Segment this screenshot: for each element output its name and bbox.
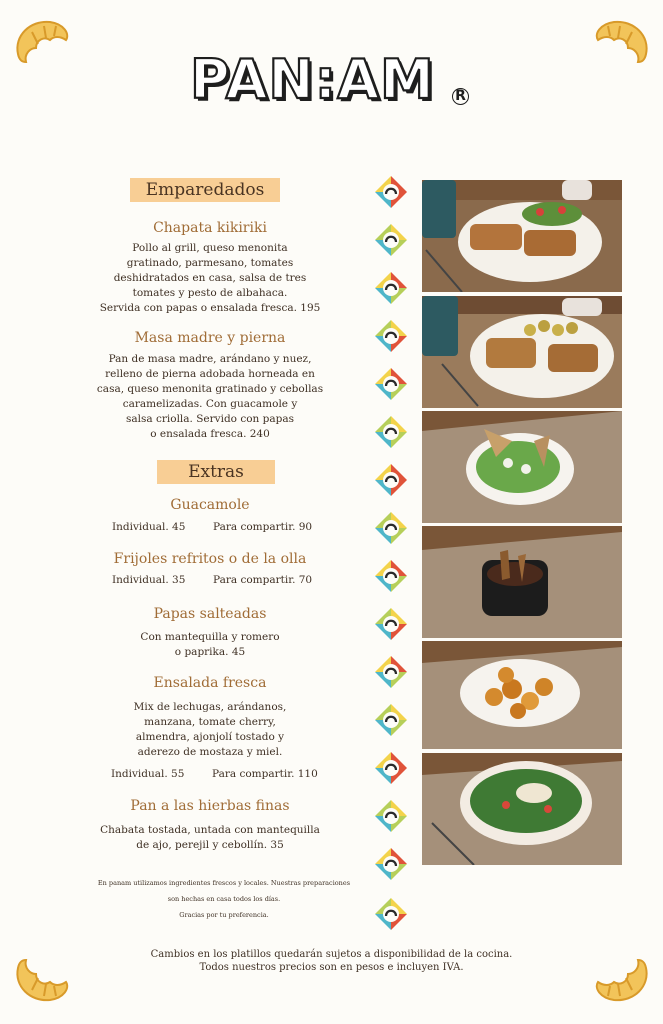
section-heading-emparedados: Emparedados — [130, 178, 280, 202]
diamond-badge-icon — [373, 558, 409, 594]
item-title-frijoles: Frijoles refritos o de la olla — [113, 551, 307, 567]
item-title-papas: Papas salteadas — [153, 606, 267, 622]
diamond-badge-icon — [373, 654, 409, 690]
price-individual: Individual. 55 — [111, 768, 185, 780]
diamond-badge-icon — [373, 798, 409, 834]
croissant-icon — [592, 952, 654, 1008]
diamond-badge-icon — [373, 366, 409, 402]
item-desc-pan-hierbas: Chabata tostada, untada con mantequilla de ajo, perejil y cebollín. 35 — [100, 824, 320, 851]
diamond-badge-icon — [373, 222, 409, 258]
item-title-pan-hierbas: Pan a las hierbas finas — [130, 798, 290, 814]
item-title-masa-madre: Masa madre y pierna — [134, 330, 286, 346]
photo-papas — [422, 641, 622, 749]
item-desc-ensalada: Mix de lechugas, arándanos, manzana, tomate cherry, almendra, ajonjolí tostado y aderezo de mostaza y miel. — [133, 701, 287, 758]
croissant-icon — [592, 14, 654, 70]
diamond-badge-icon — [373, 750, 409, 786]
brand-logo — [190, 48, 480, 114]
photo-guacamole — [422, 411, 622, 523]
croissant-icon — [10, 14, 72, 70]
photo-masa-madre — [422, 296, 622, 408]
item-title-chapata: Chapata kikiriki — [153, 220, 267, 236]
freshness-note: En panam utilizamos ingredientes frescos y locales. Nuestras preparaciones son hechas en casa todos los días. Gracias por tu preferencia. — [97, 879, 351, 919]
item-desc-chapata: Pollo al grill, queso menonita gratinado, parmesano, tomates deshidratados en casa, salsa de tres tomates y pesto de albahaca. Servida con papas o ensalada fresca. 195 — [99, 242, 321, 314]
croissant-icon — [10, 952, 72, 1008]
price-compartir: Para compartir. 110 — [212, 768, 318, 780]
diamond-badge-icon — [373, 318, 409, 354]
price-individual: Individual. 35 — [112, 574, 186, 586]
diamond-badge-icon — [373, 606, 409, 642]
registered-mark: R — [452, 88, 469, 105]
diamond-badge-icon — [373, 896, 409, 932]
diamond-badge-icon — [373, 510, 409, 546]
item-title-guacamole: Guacamole — [170, 497, 250, 513]
logo-text: PAN:AM — [190, 48, 435, 111]
diamond-badge-icon — [373, 174, 409, 210]
photo-chapata — [422, 180, 622, 292]
item-desc-masa-madre: Pan de masa madre, arándano y nuez, relleno de pierna adobada horneada en casa, queso menonita gratinado y cebollas caramelizadas. Con guacamole y salsa criolla. Servido con papas o ensalada fresca. 240 — [96, 353, 324, 440]
diamond-badge-icon — [373, 462, 409, 498]
diamond-badge-icon — [373, 270, 409, 306]
diamond-badge-icon — [373, 702, 409, 738]
item-title-ensalada: Ensalada fresca — [153, 675, 267, 691]
section-heading-extras: Extras — [157, 460, 275, 484]
price-compartir: Para compartir. 70 — [213, 574, 313, 586]
price-individual: Individual. 45 — [112, 521, 186, 533]
price-compartir: Para compartir. 90 — [213, 521, 313, 533]
item-desc-papas: Con mantequilla y romero o paprika. 45 — [140, 631, 280, 658]
diamond-badge-icon — [373, 414, 409, 450]
photo-ensalada — [422, 753, 622, 865]
diamond-badge-icon — [373, 846, 409, 882]
footer-disclaimer: Cambios en los platillos quedarán sujetos a disponibilidad de la cocina. Todos nuestros precios son en pesos e incluyen IVA. — [150, 949, 513, 973]
photo-frijoles — [422, 526, 622, 638]
